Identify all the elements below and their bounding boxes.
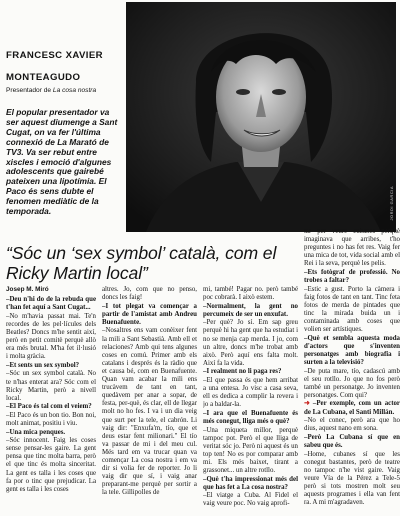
question: –Què et sembla aquesta moda d'actors que s'inventen personatges amb biografia i surten a la televisió? [304, 334, 400, 366]
question: –El Paco és tal com el veiem? [6, 403, 92, 411]
answer: –El viatge a Cuba. Al Fidel el vaig veure poc. No vaig aprofi- [203, 492, 298, 508]
answer: mi, també! Pagar no. però també poc cobrarà. I això estem. [203, 286, 298, 302]
article-column-4 [304, 228, 400, 516]
answer: –Sóc innocent. Faig les coses sense pensar-les gaire. La gent pensa que tinc molta barra, però el que tinc és molta sinceritat. La gent es talla i les coses que fa por o tinc que prejudicar. La gent es talla i les coses [6, 437, 96, 493]
question: –Però La Cubana sí que en sabeu que és. [304, 433, 400, 449]
photo-credit: JORDI GARCIA [389, 185, 394, 220]
answer: tar per veure cubanes perquè imaginava que arribes, t'ho preguntes i no has fet res. Vaig fer una mica de tot, vida social amb el Rei i la seva, perquè les pelis. [304, 228, 400, 268]
question: –Una mica penques. [6, 428, 66, 436]
headline: “Sóc un ‘sex symbol’ català, com el Ricky Martin local” [6, 243, 277, 283]
answer: –Sóc un sex symbol català. No te n'has enterat ara? Sóc com el Ricky Martin, però a nivell local. [6, 370, 96, 402]
question [304, 400, 400, 416]
answer: –Estic a gust. Porto la càmera i faig fotos de tant en tant. Tinc feta fotos de merda de pintades que tinc la mirada buida un i contaminada amb coses que volien ser artístiques. [304, 285, 400, 334]
article-column-1 [6, 286, 96, 516]
role-prefix: Presentador de [6, 87, 53, 94]
intro-paragraph: El popular presentador va ser aquest diumenge a Sant Cugat, on va fer l'última connexió de La Marató de TV3. Va ser rebut entre xiscles i emoció d'algunes adolescents que gairebé pateixen una lipotímia. El Paco és sens dubte el fenomen mediàtic de la temporada. [6, 107, 118, 217]
question: –Et sents un sex symbol? [6, 361, 80, 369]
article-column-3 [203, 286, 298, 516]
answer: –Nosaltres ens vam conèixer fent la mili a Sant Sebastià. Amb ell et relaciones? Amb qui tens algunes coses en comú. Primer amb els catalans i després és la ràdio que et causa bé, com en Buenafuente. Quan vam acabar la mili ens trucàvem de tant en tant, quedàvem per anar a sopar, de festa, per-què, és clar, ell de llegar molt no ho fes. I va i un dia veig que surt per la tele, el cabrón. Li vaig dir: "Enxufa'm, tío, que et deus estar fent milionari." El tío va passar de mi i del meu cul. Més tard em va trucar quan va començar La cosa nostra i em va dir si volia fer de reporter. Jo li vaig dir que sí, i vaig anar preparant-me perquè per sortir a la tele. Gillipolles de [102, 327, 197, 497]
interviewee-last-name: MONTEAGUDO [6, 72, 81, 83]
question: –I tot plegat va començar a partir de l'amistat amb Andreu Buenafuente. [102, 302, 197, 326]
question: –Normalment, la gent no percumeix de ser un enxufat. [203, 302, 298, 318]
byline [6, 50, 126, 94]
author: Josep M. Miró [6, 286, 49, 293]
question: –I ara que el Buenafuente és més conegut, lliga més o què? [203, 409, 298, 425]
question: –Deu n'hi do de la rebuda que t'han fet aquí a Sant Cugat... [6, 296, 96, 312]
interviewee-first-name: FRANCESC XAVIER [6, 50, 103, 61]
interviewee-role [6, 87, 126, 94]
question-text: –Per exemple, com un actor de La Cubana, el Santi Millán. [304, 400, 400, 416]
question: –Què t'ha impressionat més del que has fet a La cosa nostra? [203, 475, 298, 491]
answer: altres. Jo, com que no penso, doncs les faig! [102, 286, 197, 302]
portrait-photo [126, 2, 396, 232]
answer: –Home, cubanes sí que les conegut bastantes, però de teatre no tampoc n'he vist gaire. Vaig veure Vía de la Pérez a Tele-5 però si tots mostren molt seu aquests programes i ella van fent ra. A mi m'agradaven. [304, 450, 400, 507]
answer: –Una miqueta millor, perquè tampoc pot. Però el que lliga de veritat sóc jo. Però ni aquest és un top ten! No es por comparar amb mi. Els més baixet, tirant a grassonet... un altre rotllo. [203, 426, 298, 475]
role-show: La cosa nostra [52, 87, 97, 94]
question: –Ets fotògraf de professió. No trobes a faltar? [304, 268, 400, 285]
answer: –Per què? Jo sí. Em sap greu perquè hi ha gent que ha estudiat i no se menja cap merda. I jo, com un altre, doncs m'he trobat amb això. Però aquí ens falta molt. Així fa la vida. [203, 319, 298, 367]
answer: –El que passa és que hem arribat a una entesa. Jo visc a casa seva, ell es dedica a complir la revera i jo a baldar-la. [203, 377, 298, 409]
article-column-2 [102, 286, 197, 516]
question: –I realment no li paga res? [203, 368, 282, 376]
arrow-marker-icon: ➜ [304, 400, 310, 408]
answer: –No m'havia passat mai. Te'n recordes de les pel·lícules dels Beatles? Doncs m'he sentit així, però en petit comitè perquè allò era més brutal. M'ha fet il·lusió i molta gràcia. [6, 312, 96, 361]
answer: –No el conec, però ara que ho dius, aquest nano em sona. [304, 417, 400, 433]
answer: –De puta mare, tío, cadascú amb el seu rotllo. Jo que no fos però també un personatge. Jo inventen personatges. Com qui? [304, 367, 400, 399]
answer: –El Paco és un bon tio. Bon noi, molt animat, positiu i viu. [6, 411, 96, 427]
portrait-image [126, 2, 396, 232]
